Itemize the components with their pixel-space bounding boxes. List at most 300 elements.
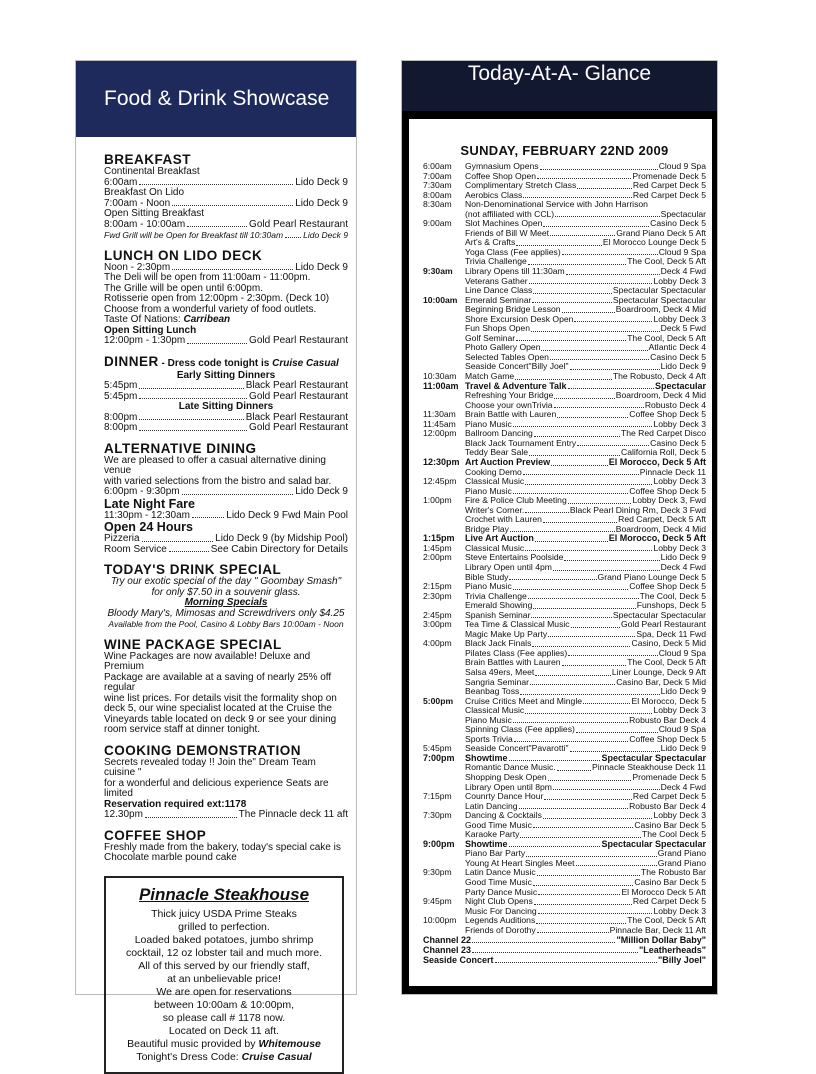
schedule-time: 8:30am <box>423 199 452 210</box>
schedule-time <box>423 353 465 363</box>
schedule-event: Golf Seminar <box>465 332 516 343</box>
wine-line: room service staff at dinner tonight. <box>104 724 261 735</box>
schedule-event: Beanbag Toss <box>465 686 520 697</box>
schedule-event: Karaoke Party <box>465 829 520 840</box>
schedule-location: Lobby Deck 3 <box>653 905 706 916</box>
alt-line: with varied selections from the bistro and salad bar. <box>104 475 332 487</box>
schedule-event: Ballroom Dancing <box>465 428 533 439</box>
lunch-line: Choose from a wonderful variety of food outlets. <box>104 303 317 315</box>
schedule-time <box>423 277 465 287</box>
schedule-location: Atlantic Deck 4 <box>648 342 706 353</box>
schedule-time: 7:15pm <box>423 791 452 802</box>
schedule-location: Lobby Deck 3 <box>653 542 706 553</box>
dinner-row: 5:45pm Gold Pearl Restaurant <box>104 390 348 402</box>
wine-line: deck 5, our wine specialist located at the Cruise the <box>104 703 332 714</box>
schedule-event: Aerobics Class <box>465 189 523 200</box>
schedule-location: Coffee Shop Deck 5 <box>629 581 706 592</box>
schedule-event: Legends Auditions <box>465 915 536 926</box>
schedule-event: Fun Shops Open <box>465 323 530 334</box>
coffee-line: Chocolate marble pound cake <box>104 852 237 863</box>
alt-row: 6:00pm - 9:30pm Lido Deck 9 <box>104 486 348 497</box>
cooking-line: Secrets revealed today !! Join the" Dream Team cuisine " <box>104 756 316 778</box>
lunch-row: 12:00pm - 1:30pm Gold Pearl Restaurant <box>104 335 348 346</box>
schedule-event: Latin Dancing <box>465 800 518 811</box>
schedule-location: Black Pearl Dining Rm, Deck 3 Fwd <box>569 504 706 515</box>
pinnacle-line: grilled to perfection. <box>178 920 270 933</box>
schedule-event: Art's & Crafts <box>465 237 516 248</box>
schedule-location: Gold Pearl Restaurant <box>620 619 706 630</box>
schedule-time: 11:30am <box>423 409 456 420</box>
schedule-event: Library Open until 8pm <box>465 781 552 792</box>
wine-line: wine list prices. For details visit the formality shop on <box>104 692 337 704</box>
schedule-location: Cloud 9 Spa <box>658 161 706 171</box>
schedule-event: Spanish Seminar <box>465 609 531 620</box>
schedule-location: Lido Deck 9 <box>660 552 706 563</box>
schedule-event: Friends of Bill W Meet <box>465 227 550 238</box>
schedule-location: The Cool, Deck 5 Aft <box>627 915 706 926</box>
wine-line: Wine Packages are now available! Deluxe and Premium <box>104 650 311 672</box>
food-drink-panel <box>75 60 357 1063</box>
schedule-location: Lobby Deck 3 <box>653 313 706 324</box>
schedule-location: Cloud 9 Spa <box>658 246 706 257</box>
schedule-event: (not affiliated with CCL) <box>465 208 555 219</box>
schedule-location: Spectacular Spectacular <box>612 294 706 305</box>
schedule-location: Red Carpet Deck 5 <box>632 180 706 191</box>
schedule-event: Non-Denominational Service with John Harrison <box>465 199 648 210</box>
channel-name: Seaside Concert <box>423 955 494 966</box>
schedule-location: Coffee Shop Deck 5 <box>629 409 706 420</box>
schedule-location: Spectacular Spectacular <box>601 838 706 849</box>
schedule-event: Classical Music <box>465 705 525 716</box>
breakfast-heading: BREAKFAST <box>104 152 192 167</box>
channel-name: Channel 23 <box>423 945 472 956</box>
schedule-event: Bridge Play <box>465 523 509 534</box>
schedule-location: Casino Bar Deck 5 <box>634 877 706 888</box>
schedule-location: Casino Bar Deck 5 <box>634 819 706 830</box>
schedule-location: El Morocco, Deck 5 Aft <box>608 456 706 467</box>
schedule-event: Writer's Corner. <box>465 504 525 515</box>
schedule-time: 9:45pm <box>423 896 452 907</box>
schedule-time: 6:00am <box>423 161 452 171</box>
schedule-event: Showtime <box>465 752 508 763</box>
schedule-location: Spectacular Spectacular <box>612 609 706 620</box>
drink-line: Try our exotic special of the day " Goombay Smash" <box>110 576 342 587</box>
channel-program: "Million Dollar Baby" <box>616 935 706 946</box>
channel-name: Channel 22 <box>423 935 472 946</box>
schedule-location: Coffee Shop Deck 5 <box>629 733 706 744</box>
lunch-line: The Grille will be open until 6:00pm. <box>104 282 263 294</box>
schedule-time <box>423 773 465 783</box>
schedule-location: Pinnacle Deck 11 <box>639 466 706 477</box>
schedule-time <box>423 849 465 859</box>
schedule-event: Showtime <box>465 838 508 849</box>
coffee-heading: COFFEE SHOP <box>104 827 207 843</box>
schedule-location: The Cool, Deck 5 Aft <box>627 256 706 267</box>
schedule-time <box>423 238 465 248</box>
pinnacle-line: Loaded baked potatoes, jumbo shrimp <box>134 933 314 946</box>
schedule-event: Library Open until 4pm <box>465 561 552 572</box>
schedule-location: Liner Lounge, Deck 9 Aft <box>611 666 706 677</box>
schedule-location: The Cool, Deck 5 <box>639 590 706 601</box>
channel-row <box>423 935 706 945</box>
schedule-event: Piano Music <box>465 714 512 725</box>
lunch-line: Taste Of Nations: Carribean <box>104 314 231 325</box>
dinner-heading: DINNER - Dress code tonight is Cruise Casual <box>104 353 339 369</box>
schedule-location: Robusto Deck 4 <box>644 399 706 410</box>
dinner-row: 8:00pm Gold Pearl Restaurant <box>104 422 348 433</box>
schedule-location: Red Carpet Deck 5 <box>632 189 706 200</box>
alt-row: Room Service See Cabin Directory for Details <box>104 543 348 555</box>
channel-row <box>423 945 706 955</box>
schedule-location: Funshops, Deck 5 <box>636 600 706 611</box>
schedule-location: Lido Deck 9 <box>660 743 706 754</box>
schedule-event: Music For Dancing <box>465 905 537 916</box>
breakfast-line: Breakfast On Lido <box>104 187 185 198</box>
schedule-location: Red Carpet Deck 5 <box>632 791 706 802</box>
food-drink-title: Food & Drink Showcase <box>76 61 356 137</box>
schedule-time: 2:30pm <box>423 590 452 601</box>
schedule-date: SUNDAY, FEBRUARY 22ND 2009 <box>460 143 669 158</box>
schedule-event: Spinning Class (Fee applies) <box>465 724 575 735</box>
pinnacle-line: All of this served by our friendly staff, <box>138 959 310 972</box>
schedule-event: Romantic Dance Music. <box>465 762 556 773</box>
schedule-location: Lobby Deck 3 <box>653 476 706 487</box>
schedule-location: El Morocco, Deck 5 <box>631 695 706 706</box>
schedule-time: 5:45pm <box>423 743 452 754</box>
schedule-location: Lobby Deck 3 <box>653 810 706 821</box>
schedule-location: Boardroom, Deck 4 Mid <box>615 390 706 401</box>
pinnacle-line: Located on Deck 11 aft. <box>168 1024 280 1037</box>
schedule-event: Gymnasium Opens <box>465 161 539 171</box>
schedule-event: Classical Music <box>465 476 525 487</box>
schedule-location: Lido Deck 9 <box>660 686 706 697</box>
schedule-event: Crochet with Lauren <box>465 514 542 525</box>
schedule-time <box>423 821 465 831</box>
schedule-location: Robusto Bar Deck 4 <box>629 800 706 811</box>
schedule-time: 4:00pm <box>423 638 452 649</box>
schedule-time: 12:30pm <box>423 456 460 467</box>
schedule-location: Spa, Deck 11 Fwd <box>636 628 706 639</box>
schedule-event: Dancing & Cocktails <box>465 810 542 821</box>
schedule-time: 1:00pm <box>423 495 452 506</box>
schedule-time: 7:30am <box>423 180 452 191</box>
schedule-event: Cooking Demo <box>465 466 522 477</box>
schedule-time: 11:00am <box>423 380 459 391</box>
schedule-event: Black Jack Tournament Entry <box>465 437 577 448</box>
drink-line: for only $7.50 in a souvenir glass. <box>151 586 301 598</box>
cooking-line: for a wonderful and delicious experience Seats are limited <box>104 777 329 799</box>
schedule-event: Friends of Dorothy <box>465 924 536 935</box>
schedule-location: Robusto Bar Deck 4 <box>629 714 706 725</box>
schedule-time: 12:00pm <box>423 428 457 439</box>
food-drink-body <box>76 137 356 1074</box>
breakfast-row: Fwd Grill will be Open for Breakfast till 10:30am Lido Deck 9 <box>104 230 348 240</box>
schedule-row <box>423 926 706 936</box>
pinnacle-line: Thick juicy USDA Prime Steaks <box>151 907 297 920</box>
schedule-event: Library Opens till 11:30am <box>465 266 565 277</box>
pinnacle-line: cocktail, 12 oz lobster tail and much more. <box>125 946 323 959</box>
breakfast-line: Open Sitting Breakfast <box>104 208 205 219</box>
schedule-time <box>423 506 465 516</box>
schedule-event: Fire & Police Club Meeting <box>465 495 567 506</box>
schedule-event: Cruise Critics Meet and Mingle <box>465 695 583 706</box>
schedule-location: The Red Carpet Disco <box>620 428 706 439</box>
schedule-time <box>423 878 465 888</box>
dinner-late: Late Sitting Dinners <box>178 401 274 412</box>
schedule-event: Sports Trivia <box>465 733 513 744</box>
schedule-time <box>423 926 465 936</box>
schedule-location: The Cool, Deck 5 Aft <box>627 657 706 668</box>
schedule-event: Party Dance Music <box>465 886 538 897</box>
breakfast-row: 6:00am Lido Deck 9 <box>104 176 348 188</box>
schedule-location: Lobby Deck 3 <box>653 275 706 286</box>
schedule-time: 3:00pm <box>423 619 452 630</box>
schedule-event: Good Time Music <box>465 877 532 888</box>
schedule-event: Choose your ownTrivia <box>465 399 553 410</box>
schedule-time: 7:00pm <box>423 752 455 763</box>
schedule-event: Classical Music <box>465 542 525 553</box>
schedule-event: Art Auction Preview <box>465 456 551 467</box>
alt-row: 11:30pm - 12:30am Lido Deck 9 Fwd Main Pool <box>104 509 348 521</box>
cooking-line: Reservation required ext:1178 <box>104 798 247 810</box>
schedule-event: Seaside Concert"Pavarotti" <box>465 743 569 754</box>
schedule-time: 2:45pm <box>423 609 452 620</box>
schedule-event: Selected Tables Open <box>465 351 549 362</box>
schedule-location: Grand Piano Deck 5 Aft <box>616 227 706 238</box>
schedule-time: 2:15pm <box>423 581 452 592</box>
schedule-location: Casino Deck 5 <box>650 351 706 362</box>
schedule-event: Piano Bar Party <box>465 848 526 859</box>
schedule-location: The Cool, Deck 5 Aft <box>627 332 706 343</box>
schedule-location: Deck 4 Fwd <box>660 561 706 572</box>
schedule-location: Grand Piano Lounge Deck 5 <box>597 571 706 582</box>
breakfast-line: Continental Breakfast <box>104 166 200 177</box>
schedule-time: 1:15pm <box>423 533 455 544</box>
breakfast-row: 8:00am - 10:00am Gold Pearl Restaurant <box>104 218 348 230</box>
schedule-location: The Robusto, Deck 4 Aft <box>612 371 706 382</box>
pinnacle-dress-code: Tonight's Dress Code: Cruise Casual <box>136 1050 312 1063</box>
schedule-location: Promenade Deck 5 <box>632 170 706 181</box>
schedule-location: El Morocco, Deck 5 Aft <box>608 533 706 544</box>
schedule-location: Deck 4 Fwd <box>660 266 706 277</box>
dinner-row: 5:45pm Black Pearl Restaurant <box>104 380 348 391</box>
schedule-time: 11:45am <box>423 418 456 429</box>
schedule-event: Shopping Desk Open <box>465 772 547 782</box>
schedule-location: Grand Piano <box>657 848 706 859</box>
schedule-event: Salsa 49ers, Meet <box>465 666 535 677</box>
pinnacle-line: We are open for reservations <box>156 985 292 998</box>
pinnacle-steakhouse-box <box>104 876 344 1074</box>
schedule-event: Piano Music <box>465 418 512 429</box>
schedule-event: Young At Heart Singles Meet <box>465 857 575 868</box>
schedule-event: Emerald Seminar <box>465 294 532 305</box>
schedule-time: 9:00pm <box>423 838 455 849</box>
schedule-event: Trivia Challenge <box>465 256 527 267</box>
alt-dining-heading: ALTERNATIVE DINING <box>104 440 257 456</box>
schedule-event: Seaside Concert"Billy Joel" <box>465 361 569 372</box>
schedule-location: Spectacular <box>654 380 706 391</box>
coffee-line: Freshly made from the bakery, today's special cake is <box>104 841 341 853</box>
schedule-location: Spectacular <box>660 208 706 219</box>
schedule-location: Cloud 9 Spa <box>658 647 706 658</box>
lunch-line: The Deli will be open from 11:00am - 11:00pm. <box>104 272 311 283</box>
schedule-time <box>423 515 465 525</box>
today-at-a-glance-panel <box>401 60 718 995</box>
schedule-time <box>423 324 465 334</box>
schedule-location: El Morocco Deck 5 Aft <box>621 886 706 897</box>
schedule-time <box>423 334 465 344</box>
alt-line: We are pleased to offer a casual alternative dining venue <box>104 454 326 476</box>
schedule-event: Night Club Opens <box>465 896 533 907</box>
schedule-event: Refreshing Your Bridge <box>465 390 554 401</box>
wine-line: Vineyards table located on deck 9 or see your dining <box>104 713 337 725</box>
cooking-row: 12.30pm The Pinnacle deck 11 aft <box>104 809 348 820</box>
schedule-location: California Roll, Deck 5 <box>620 447 706 458</box>
schedule-event: Trivia Challenge <box>465 590 527 601</box>
schedule-event: Bible Study <box>465 571 509 582</box>
schedule-event: Brain Battles with Lauren <box>465 657 561 668</box>
schedule-time: 7:30pm <box>423 810 452 821</box>
channel-program: "Billy Joel" <box>657 955 706 966</box>
alt-row: Pizzeria Lido Deck 9 (by Midship Pool) <box>104 533 348 544</box>
schedule-event: Piano Music <box>465 581 512 592</box>
channel-program: "Leatherheads" <box>638 945 706 956</box>
schedule-event: Magic Make Up Party <box>465 628 548 639</box>
dinner-early: Early Sitting Dinners <box>176 369 276 381</box>
schedule-event: Sangria Seminar <box>465 676 530 687</box>
pinnacle-line: at an unbelievable price! <box>167 972 281 985</box>
schedule-time: 9:30am <box>423 266 453 277</box>
cooking-heading: COOKING DEMONSTRATION <box>104 742 301 758</box>
lunch-line: Open Sitting Lunch <box>104 324 197 336</box>
breakfast-row: 7:00am - Noon Lido Deck 9 <box>104 197 348 209</box>
pinnacle-music: Beautiful music provided by Whitemouse <box>127 1037 321 1050</box>
schedule-event: Emerald Showing <box>465 600 533 611</box>
schedule-event: Brain Battle with Lauren <box>465 409 557 420</box>
schedule-location: Lido Deck 9 <box>660 361 706 372</box>
schedule-location: The Robusto Bar <box>641 867 706 878</box>
pinnacle-line: so please call # 1178 now. <box>162 1011 286 1024</box>
late-night-fare: Late Night Fare <box>104 496 195 511</box>
schedule-time <box>423 229 465 239</box>
schedule-event: Latin Dance Music <box>465 867 536 878</box>
schedule-time: 2:00pm <box>423 552 452 563</box>
schedule-event: Teddy Bear Sale <box>465 447 529 458</box>
schedule-time: 8:00am <box>423 189 452 200</box>
schedule-time <box>423 343 465 353</box>
schedule-event: Photo Gallery Open <box>465 342 541 353</box>
schedule-time: 5:00pm <box>423 695 454 706</box>
dinner-row: 8:00pm Black Pearl Restaurant <box>104 411 348 423</box>
schedule-time: 1:45pm <box>423 542 452 553</box>
schedule-location: Pinnacle Steakhouse Deck 11 <box>591 762 706 773</box>
schedule-location: Spectacular Spectacular <box>612 285 706 296</box>
schedule-event: Coffee Shop Open <box>465 170 537 181</box>
schedule-location: Pinnacle Bar, Deck 11 Aft <box>609 924 706 935</box>
schedule-location: Deck 5 Fwd <box>660 323 706 334</box>
schedule-time <box>423 315 465 325</box>
schedule-location: Deck 4 Fwd <box>660 781 706 792</box>
schedule-time: 9:30pm <box>423 867 452 878</box>
drink-line: Available from the Pool, Casino & Lobby Bars 10:00am - Noon <box>108 619 344 629</box>
schedule-event: Steve Entertains Poolside <box>465 552 564 563</box>
wine-line: Package are available at a saving of nearly 25% off regular <box>104 671 332 693</box>
schedule-event: Yoga Class (Fee applies) <box>465 246 561 257</box>
drink-heading: TODAY'S DRINK SPECIAL <box>104 562 282 577</box>
schedule-event: Black Jack Finals <box>465 638 532 649</box>
drink-line: Bloody Mary's, Mimosas and Screwdrivers only $4.25 <box>107 607 345 619</box>
schedule-time <box>423 678 465 688</box>
channel-row <box>423 955 706 965</box>
schedule-time <box>423 649 465 659</box>
schedule-location: Casino Deck 5 <box>650 218 706 229</box>
schedule-list <box>423 162 706 935</box>
schedule-event: Match Game <box>465 371 515 382</box>
schedule-time <box>423 305 465 315</box>
schedule-location: Lobby Deck 3, Fwd <box>632 495 706 506</box>
schedule-event: Veterans Gather <box>465 275 528 286</box>
schedule-event: Piano Music <box>465 485 512 496</box>
schedule-location: Spectacular Spectacular <box>601 752 706 763</box>
schedule-event: Travel & Adventure Talk <box>465 380 567 391</box>
schedule-time <box>423 668 465 678</box>
schedule-time <box>423 706 465 716</box>
schedule-time <box>423 248 465 258</box>
lunch-line: Rotisserie open from 12:00pm - 2:30pm. (Deck 10) <box>104 293 330 304</box>
schedule-location: Red Carpet Deck 5 <box>632 896 706 907</box>
schedule-location: Grand Piano <box>657 857 706 868</box>
schedule-event: Good Time Music <box>465 819 532 830</box>
drink-line: Morning Specials <box>184 597 268 608</box>
schedule-time <box>423 391 465 401</box>
wine-heading: WINE PACKAGE SPECIAL <box>104 636 282 652</box>
schedule-location: Cloud 9 Spa <box>658 724 706 735</box>
lunch-heading: LUNCH ON LIDO DECK <box>104 247 263 263</box>
open-24-hours: Open 24 Hours <box>104 520 193 534</box>
schedule-time: 10:00pm <box>423 915 457 926</box>
schedule-time <box>423 563 465 573</box>
schedule-time: 12:45pm <box>423 476 457 487</box>
schedule-time <box>423 716 465 726</box>
schedule-event: Line Dance Class <box>465 285 533 296</box>
schedule-location: Casino Deck 5 <box>650 437 706 448</box>
schedule-location: The Cool Deck 5 <box>641 829 706 840</box>
schedule-event: Counrty Dance Hour <box>465 791 544 802</box>
schedule-location: Red Carpet, Deck 5 Aft <box>618 514 706 525</box>
schedule-time: 9:00am <box>423 218 452 229</box>
schedule-event: Pilates Class (Fee applies) <box>465 647 568 658</box>
schedule-location: Boardroom, Deck 4 Mid <box>615 523 706 534</box>
schedule-event: Complimentary Stretch Class <box>465 180 577 191</box>
lunch-row: Noon - 2:30pm Lido Deck 9 <box>104 261 348 273</box>
schedule-location: Casino, Deck 5 Mid <box>631 638 706 649</box>
schedule-time: 10:00am <box>423 294 458 305</box>
schedule-event: Live Art Auction <box>465 533 534 544</box>
glance-title: Today-At-A- Glance <box>402 61 717 111</box>
schedule-location: Lobby Deck 3 <box>653 418 706 429</box>
schedule-event: Slot Machines Open <box>465 218 543 229</box>
schedule-event: Beginning Bridge Lesson <box>465 304 561 315</box>
schedule-location: Promenade Deck 5 <box>632 772 706 782</box>
schedule-time <box>423 658 465 668</box>
schedule-time: 7:00am <box>423 170 452 181</box>
schedule-event: Tea Time & Classical Music <box>465 619 570 630</box>
pinnacle-line: between 10:00am & 10:00pm, <box>153 998 295 1011</box>
schedule-location: Casino Bar, Deck 5 Mid <box>616 676 706 687</box>
channel-list <box>423 935 706 965</box>
schedule-location: Coffee Shop Deck 5 <box>629 485 706 496</box>
schedule-time <box>423 725 465 735</box>
